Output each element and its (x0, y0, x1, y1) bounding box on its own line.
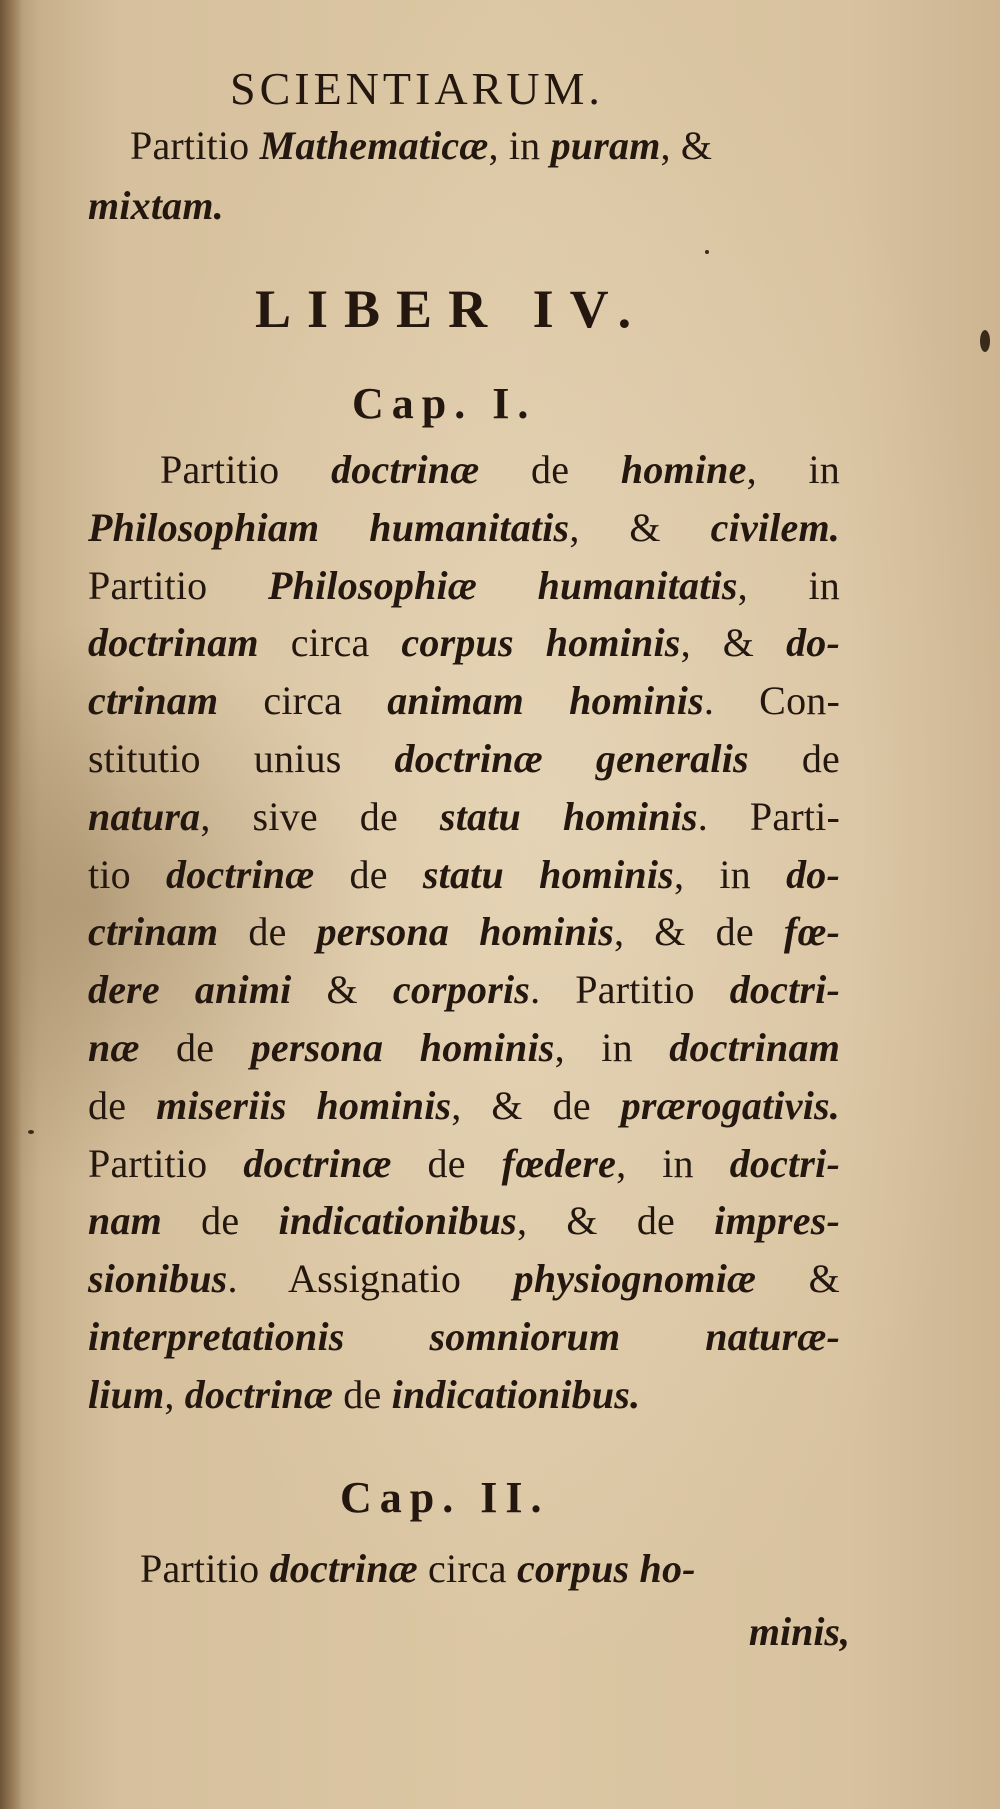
italic-term: statu hominis (422, 851, 674, 897)
roman-text: circa (417, 1546, 517, 1591)
roman-text: & (756, 1256, 840, 1302)
roman-text: circa (258, 620, 402, 666)
intro-italic: mixtam. (88, 183, 224, 228)
italic-term: impres- (714, 1198, 840, 1244)
roman-text: Partitio (160, 447, 332, 492)
italic-term: næ (88, 1025, 140, 1070)
roman-text: de (314, 851, 423, 897)
roman-text: tio (88, 851, 167, 897)
roman-text: de (139, 1025, 251, 1070)
book-title: LIBER IV. (255, 279, 648, 339)
italic-term: do- (786, 620, 840, 666)
intro-italic: puram (550, 123, 661, 168)
chapter-2-line (140, 1545, 696, 1592)
roman-text: stitutio unius (88, 736, 395, 781)
italic-term: do- (786, 851, 840, 897)
italic-term: homine (620, 447, 747, 492)
roman-text: , sive de (200, 793, 440, 839)
italic-term: doctrinæ (331, 447, 480, 492)
chapter-1-line (88, 677, 840, 724)
italic-term: corpus hominis (401, 620, 681, 666)
ink-speck (980, 330, 990, 352)
chapter-1-line (88, 1313, 840, 1360)
italic-term: doctri- (729, 967, 840, 1013)
ink-speck (705, 250, 709, 254)
roman-text: , & de (516, 1198, 715, 1244)
roman-text: , in (554, 1025, 670, 1070)
intro-line-1 (130, 122, 712, 169)
chapter-1-line (88, 504, 840, 551)
roman-text: de (218, 909, 317, 955)
chapter-1-line (88, 908, 840, 955)
chapter-1-line (160, 446, 840, 493)
chapter-1-line (88, 735, 840, 782)
italic-term: persona hominis (316, 909, 614, 955)
italic-term: miseriis hominis (156, 1082, 452, 1128)
chapter-1-line (88, 1024, 840, 1071)
italic-term: fœ- (783, 909, 840, 955)
chapter-1-line (88, 1197, 840, 1244)
italic-term: animam hominis (387, 678, 704, 724)
italic-term: prærogativis. (620, 1082, 840, 1128)
italic-term: interpretationis somniorum naturæ- (88, 1314, 840, 1359)
catchword: minis, (748, 1609, 850, 1654)
italic-term: ctrinam (88, 678, 219, 724)
italic-term: indicationibus. (391, 1371, 641, 1417)
roman-text: . Parti- (697, 793, 841, 839)
chapter-1-line (88, 1140, 840, 1187)
roman-text: de (391, 1140, 502, 1186)
chapter-1-heading: Cap. I. (352, 379, 537, 428)
italic-term: doctrinam (88, 620, 259, 666)
italic-term: civilem. (710, 504, 840, 550)
intro-text: , & (660, 123, 713, 168)
intro-text: Partitio (130, 123, 260, 168)
chapter-1-line (88, 851, 840, 898)
chapter-1-line (88, 619, 840, 666)
roman-text: Partitio (140, 1546, 270, 1591)
roman-text: , in (746, 447, 840, 492)
italic-term: fœdere (501, 1140, 617, 1186)
roman-text: circa (218, 678, 388, 724)
chapter-1-line (88, 793, 840, 840)
running-head: SCIENTIARUM. (230, 63, 604, 114)
roman-text: . Partitio (530, 967, 730, 1013)
italic-term: natura (88, 793, 201, 839)
chapter-2-heading: Cap. II. (340, 1473, 550, 1522)
italic-term: Philosophiæ humanitatis (268, 562, 738, 608)
roman-text: . Con- (703, 678, 840, 724)
ink-speck (28, 1130, 34, 1134)
italic-term: persona hominis (250, 1025, 555, 1070)
italic-term: nam (88, 1198, 162, 1244)
chapter-1-line (88, 966, 840, 1013)
roman-text: , & de (451, 1082, 621, 1128)
italic-term: doctrinæ (243, 1140, 392, 1186)
page-binding-shadow (0, 0, 22, 1809)
italic-term: sionibus (88, 1256, 228, 1302)
italic-term: doctri- (729, 1140, 840, 1186)
italic-term: doctrinam (669, 1025, 841, 1070)
italic-term: Philosophiam humanitatis (88, 504, 570, 550)
italic-term: doctrinæ (269, 1546, 418, 1591)
roman-text: , & de (614, 909, 784, 955)
roman-text: Partitio (88, 562, 269, 608)
roman-text: , & (569, 504, 711, 550)
roman-text: & (291, 967, 393, 1013)
roman-text: de (748, 736, 840, 781)
roman-text: de (479, 447, 621, 492)
italic-term: doctrinæ (166, 851, 315, 897)
roman-text: . Assignatio (227, 1256, 514, 1302)
italic-term: lium (88, 1371, 165, 1417)
intro-line-2 (88, 182, 224, 229)
roman-text: Partitio (88, 1140, 244, 1186)
roman-text: de (161, 1198, 279, 1244)
italic-term: ctrinam (88, 909, 219, 955)
roman-text: , (164, 1371, 185, 1417)
roman-text: , & (680, 620, 787, 666)
italic-term: dere animi (88, 967, 292, 1013)
italic-term: statu hominis (439, 793, 698, 839)
intro-italic: Mathematicæ (259, 123, 489, 168)
chapter-1-line (88, 562, 840, 609)
roman-text: , in (673, 851, 787, 897)
roman-text: de (333, 1371, 392, 1417)
roman-text: de (88, 1082, 157, 1128)
intro-text: , in (488, 123, 551, 168)
chapter-1-line (88, 1082, 840, 1129)
italic-term: corporis (392, 967, 531, 1013)
italic-term: doctrinæ (184, 1371, 334, 1417)
roman-text: , in (616, 1140, 730, 1186)
italic-term: doctrinæ generalis (394, 736, 749, 781)
chapter-1-line (88, 1371, 840, 1418)
italic-term: physiognomiæ (513, 1256, 757, 1302)
chapter-1-line (88, 1255, 840, 1302)
italic-term: indicationibus (278, 1198, 517, 1244)
roman-text: , in (737, 562, 840, 608)
italic-term: corpus ho- (516, 1546, 696, 1591)
